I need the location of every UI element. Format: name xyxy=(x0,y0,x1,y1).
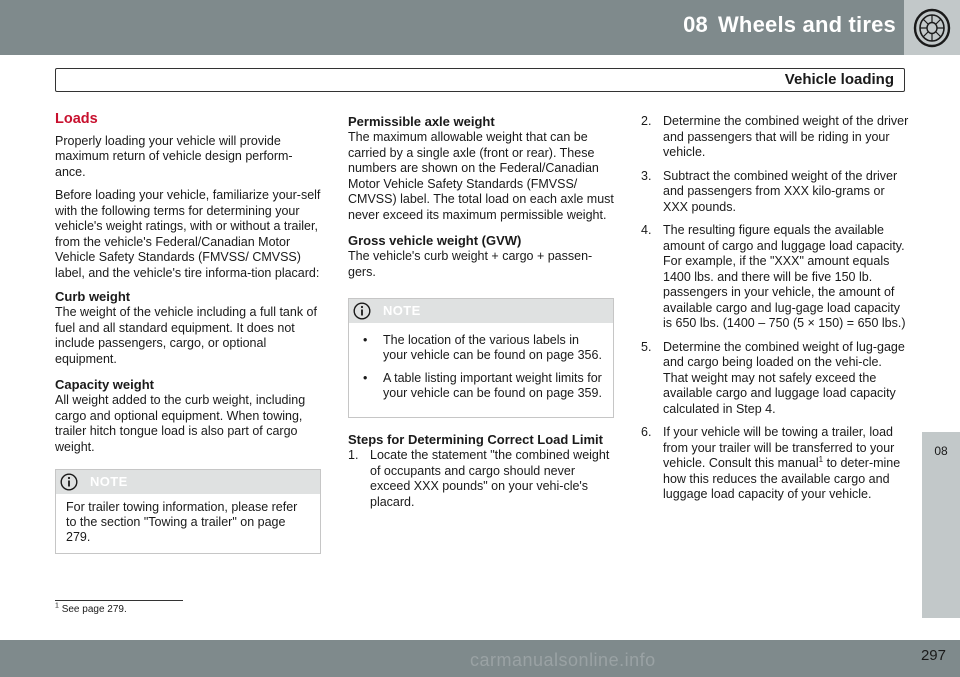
note-body: For trailer towing information, please refer to the section "Towing a trailer" on page 279. xyxy=(66,500,298,544)
steps-list-continued xyxy=(641,114,909,503)
note-list xyxy=(359,333,603,401)
capacity-weight-text: All weight added to the curb weight, including cargo and optional equipment. When towing, trailer hitch tongue load is also part of cargo weight. xyxy=(55,393,306,454)
bullet: • xyxy=(363,333,368,347)
list-item-text: A table listing important weight limits for your vehicle can be found on page 359. xyxy=(383,371,602,400)
footnote-divider xyxy=(55,600,183,601)
step-text: to deter-mine how this reduces the available cargo and luggage load capacity of your vehicle. xyxy=(663,456,901,501)
note-label: NOTE xyxy=(90,474,128,489)
curb-weight-block xyxy=(55,289,321,367)
info-icon xyxy=(60,473,78,491)
list-item xyxy=(641,425,909,503)
note-label: NOTE xyxy=(383,303,421,318)
step-text: The resulting figure equals the available amount of cargo and luggage load capacity. For example, if the "XXX" amount equals 1400 lbs. and there will be five 150 lb. passengers in your vehicle, the amount of available cargo and lug-gage load capacity is 650 lbs. (1400 – 750 (5 × 150) = 650 lbs.) xyxy=(663,223,906,330)
gvw-block xyxy=(348,233,614,280)
footnote-reference[interactable]: 1 xyxy=(818,454,824,464)
note-box-labels xyxy=(348,298,614,418)
list-item xyxy=(359,333,603,363)
page-number: 297 xyxy=(920,647,946,664)
axle-weight-title: Permissible axle weight xyxy=(348,114,495,129)
chapter-title xyxy=(683,12,896,38)
side-tab-label: 08 xyxy=(934,444,948,458)
chapter-title-text: Wheels and tires xyxy=(717,12,896,37)
info-icon xyxy=(353,302,371,320)
gvw-title: Gross vehicle weight (GVW) xyxy=(348,233,522,248)
note-box-towing xyxy=(55,469,321,554)
step-number: 3. xyxy=(641,168,652,183)
list-item xyxy=(641,340,909,418)
chapter-tab xyxy=(904,0,960,55)
bullet: • xyxy=(363,371,368,385)
step-number: 5. xyxy=(641,339,652,354)
loads-heading: Loads xyxy=(55,111,98,127)
step-text: Determine the combined weight of the driver and passengers that will be riding in your vehicle. xyxy=(663,114,909,159)
step-text: Determine the combined weight of lug-gage and cargo being loaded on the vehi-cle. That weight may not safely exceed the available cargo and luggage load capacity calculated in Step 4. xyxy=(663,339,905,416)
footnote-mark: 1 xyxy=(55,602,59,610)
step-number: 4. xyxy=(641,223,652,237)
list-item xyxy=(641,114,909,161)
column-1 xyxy=(55,108,321,568)
section-bar xyxy=(55,68,905,92)
step-number: 6. xyxy=(641,425,652,439)
list-item xyxy=(641,223,909,332)
chapter-number: 08 xyxy=(683,12,708,37)
note-header xyxy=(56,470,320,494)
intro-paragraph: Properly loading your vehicle will provide maximum return of vehicle design perform-ance. xyxy=(55,133,293,179)
list-item xyxy=(348,448,614,510)
axle-weight-block xyxy=(348,114,614,223)
capacity-weight-title: Capacity weight xyxy=(55,377,154,392)
familiarize-paragraph: Before loading your vehicle, familiarize your-self with the following terms for determining your vehicle's weight ratings, with or without a trailer, from the vehicle's Federal/Canadian Motor Vehicle Safety Standards (FMVSS/ CMVSS) label, and the vehicle's tire informa-tion placard: xyxy=(55,188,321,280)
gvw-text: The vehicle's curb weight + cargo + passen-gers. xyxy=(348,249,593,279)
steps-title: Steps for Determining Correct Load Limit xyxy=(348,432,603,447)
curb-weight-title: Curb weight xyxy=(55,289,131,304)
list-item xyxy=(641,169,909,216)
step-text: Locate the statement "the combined weight of occupants and cargo should never exceed XXX pounds" on your vehi-cle's placard. xyxy=(370,448,610,509)
note-header xyxy=(349,299,613,323)
tire-icon xyxy=(912,8,952,48)
axle-weight-text: The maximum allowable weight that can be carried by a single axle (front or rear). These numbers are shown on the Federal/Canadian Motor Vehicle Safety Standards (FMVSS/ CMVSS) label. The total load on each axle must never exceed its maximum permissible weight. xyxy=(348,130,614,222)
footnote-text: See page 279. xyxy=(61,604,127,615)
column-3 xyxy=(641,108,909,511)
step-text: Subtract the combined weight of the driver and passengers from XXX kilo-grams or XXX pounds. xyxy=(663,168,898,214)
note-body xyxy=(349,323,613,417)
capacity-weight-block xyxy=(55,377,321,455)
step-text: If your vehicle will be towing a trailer, load from your trailer will be transferred to your vehicle. Consult this manual xyxy=(663,425,895,470)
list-item-text: The location of the various labels in your vehicle can be found on page 356. xyxy=(383,333,602,362)
footnote xyxy=(55,604,127,615)
side-chapter-tab xyxy=(922,432,960,618)
section-title: Vehicle loading xyxy=(784,71,894,88)
curb-weight-text: The weight of the vehicle including a full tank of fuel and all standard equipment. It does not include passengers, cargo, or optional equipment. xyxy=(55,305,317,366)
list-item xyxy=(359,371,603,401)
step-number: 2. xyxy=(641,114,652,128)
steps-list-start xyxy=(348,448,614,510)
step-number: 1. xyxy=(348,448,359,462)
column-2 xyxy=(348,108,614,518)
watermark: carmanualsonline.info xyxy=(470,650,656,670)
